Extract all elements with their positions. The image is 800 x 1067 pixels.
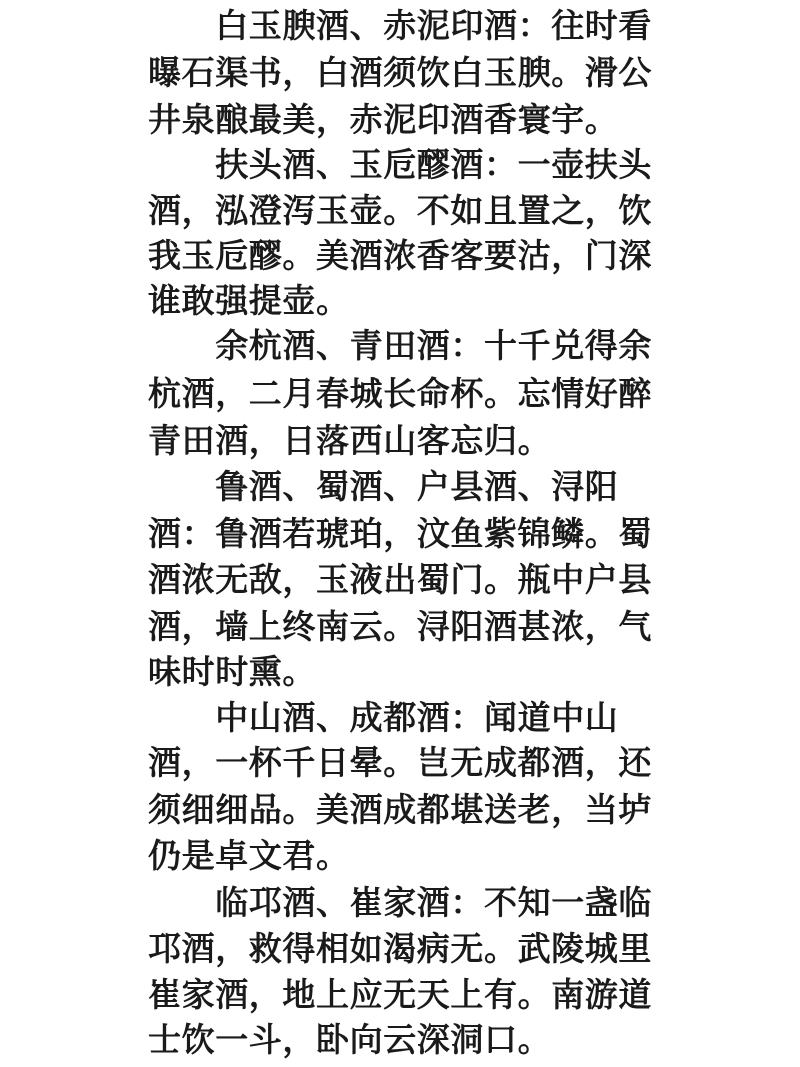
text-line: 余杭酒、青田酒：十千兑得余 bbox=[148, 326, 652, 365]
text-line: 中山酒、成都酒：闻道中山 bbox=[148, 698, 619, 737]
text-line: 酒，泓澄泻玉壶。不如且置之，饮 bbox=[148, 191, 652, 230]
text-line: 士饮一斗，卧向云深洞口。 bbox=[148, 1020, 552, 1059]
text-line: 酒浓无敌，玉液出蜀门。瓶中户县 bbox=[148, 560, 652, 599]
text-line: 崔家酒，地上应无天上有。南游道 bbox=[148, 975, 652, 1014]
text-line: 邛酒，救得相如渴病无。武陵城里 bbox=[148, 929, 652, 968]
text-line: 酒，墙上终南云。浔阳酒甚浓，气 bbox=[148, 607, 652, 646]
text-line: 酒，一杯千日晕。岂无成都酒，还 bbox=[148, 743, 652, 782]
text-line: 我玉卮醪。美酒浓香客要沽，门深 bbox=[148, 236, 652, 275]
text-line: 白玉腴酒、赤泥印酒：往时看 bbox=[148, 6, 652, 45]
text-line: 须细细品。美酒成都堪送老，当垆 bbox=[148, 790, 652, 829]
text-line: 扶头酒、玉卮醪酒：一壶扶头 bbox=[148, 145, 652, 184]
text-line: 谁敢强提壶。 bbox=[148, 281, 350, 320]
text-line: 曝石渠书，白酒须饮白玉腴。滑公 bbox=[148, 53, 652, 92]
text-line: 井泉酿最美，赤泥印酒香寰宇。 bbox=[148, 100, 619, 139]
text-line: 鲁酒、蜀酒、户县酒、浔阳 bbox=[148, 467, 619, 506]
text-line: 临邛酒、崔家酒：不知一盏临 bbox=[148, 883, 652, 922]
text-line: 味时时熏。 bbox=[148, 652, 316, 691]
text-line: 青田酒，日落西山客忘归。 bbox=[148, 421, 552, 460]
text-line: 酒：鲁酒若琥珀，汶鱼紫锦鳞。蜀 bbox=[148, 514, 652, 553]
text-line: 杭酒，二月春城长命杯。忘情好醉 bbox=[148, 374, 652, 413]
text-line: 仍是卓文君。 bbox=[148, 836, 350, 875]
